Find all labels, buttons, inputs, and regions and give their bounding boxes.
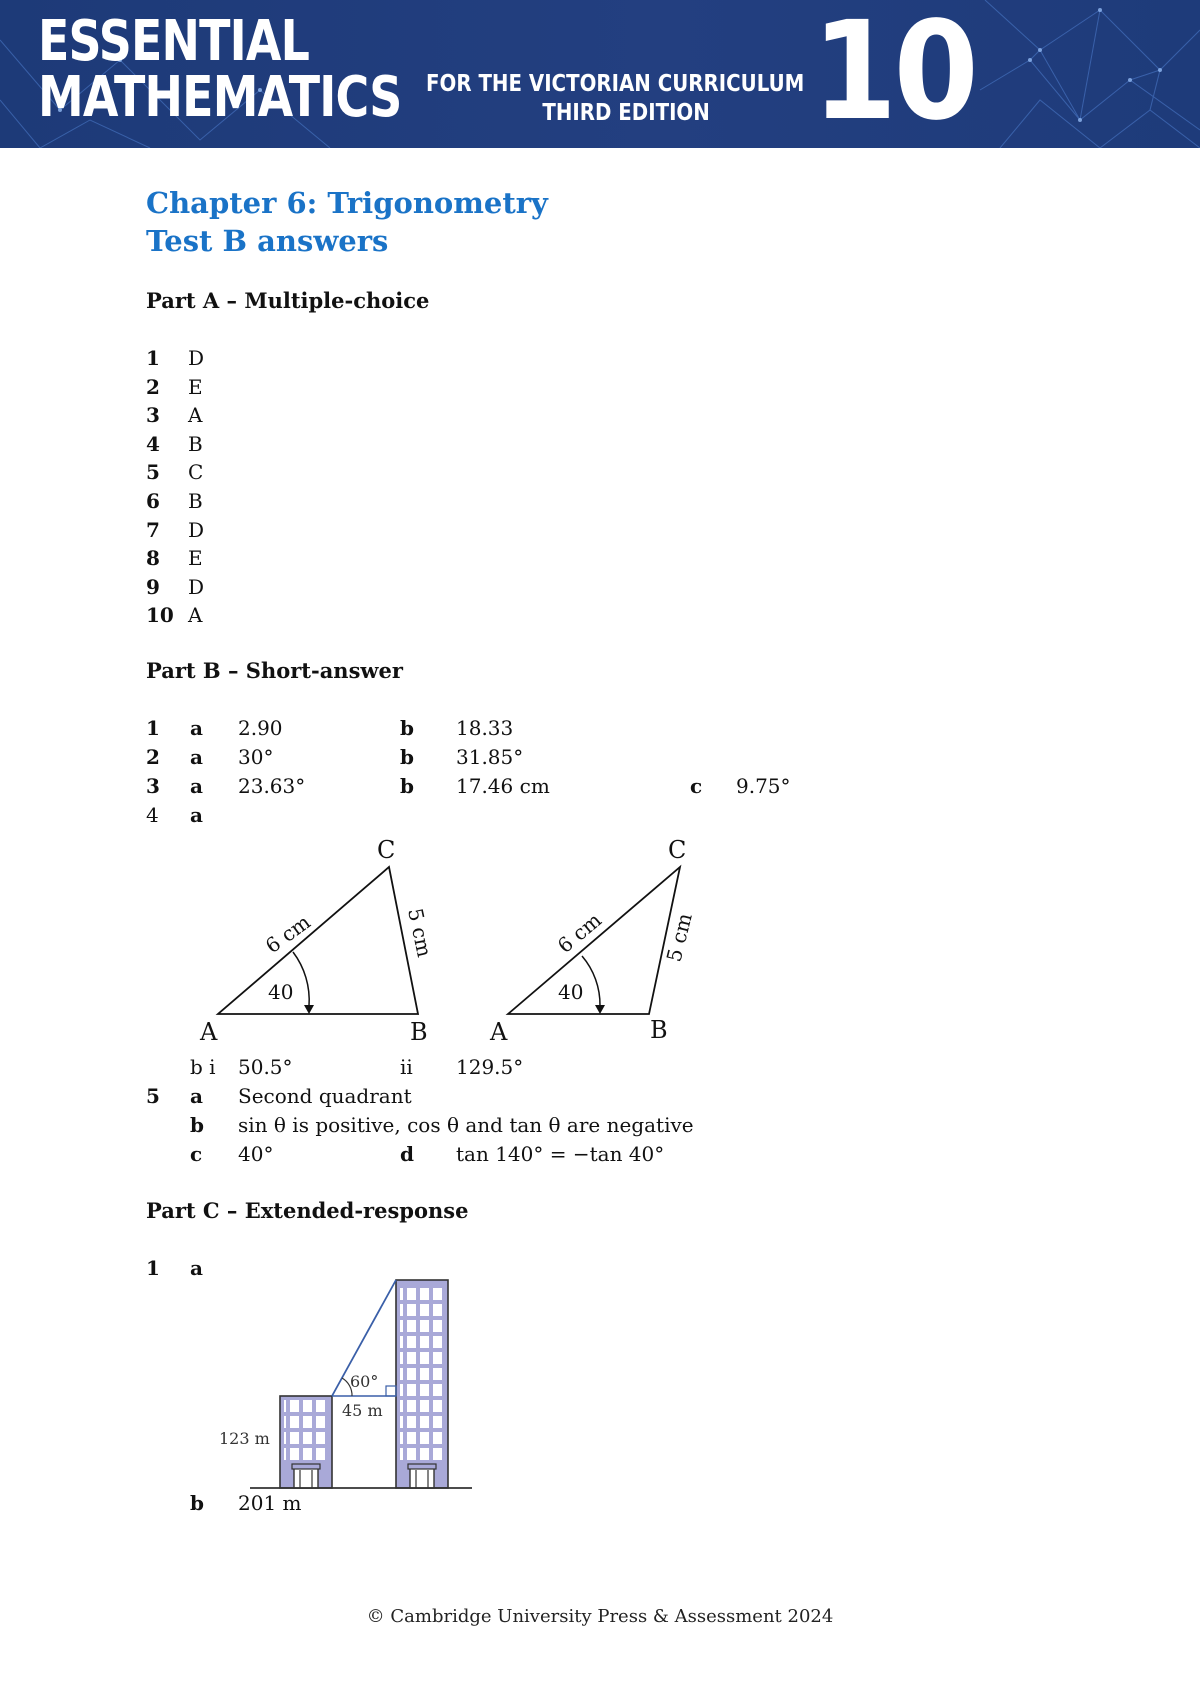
distance-label: 45 m	[342, 1401, 383, 1420]
brand-subtitle	[426, 70, 805, 128]
copyright-footer: © Cambridge University Press & Assessment 2024	[366, 1606, 834, 1627]
part-label: b	[190, 1113, 204, 1137]
answer-value: 23.63°	[238, 774, 306, 798]
subtitle-line-1: FOR THE VICTORIAN CURRICULUM	[426, 71, 805, 97]
brand-line-1: ESSENTIAL	[38, 9, 310, 74]
answer-value: 9.75°	[736, 774, 791, 798]
side-label-ac: 6 cm	[552, 907, 606, 958]
answer-value: 129.5°	[456, 1055, 524, 1079]
short-building	[280, 1396, 332, 1488]
year-level-number: 10	[812, 0, 976, 148]
chapter-title: Chapter 6: Trigonometry	[146, 186, 548, 220]
header-banner	[0, 0, 1200, 148]
part-a-heading: Part A – Multiple-choice	[146, 288, 430, 313]
tall-building	[396, 1280, 448, 1488]
question-number: 10	[146, 603, 174, 628]
part-label: c	[690, 774, 703, 798]
answer-value: 40°	[238, 1142, 274, 1166]
brand-line-2: MATHEMATICS	[38, 65, 402, 130]
page-title	[146, 184, 548, 260]
answer-choice: B	[188, 431, 203, 456]
part-label: a	[190, 1256, 203, 1280]
angle-label: 40	[268, 980, 294, 1004]
vertex-label-b: B	[650, 1016, 668, 1044]
part-c-heading: Part C – Extended-response	[146, 1198, 469, 1223]
part-label: b	[400, 774, 414, 798]
answer-value: 50.5°	[238, 1055, 293, 1079]
question-number: 3	[146, 403, 160, 428]
answer-value: 30°	[238, 745, 274, 769]
question-number: 2	[146, 745, 160, 769]
question-number: 7	[146, 517, 160, 542]
part-b-heading: Part B – Short-answer	[146, 658, 403, 683]
answer-value: 201 m	[238, 1491, 302, 1515]
side-label-bc: 5 cm	[661, 910, 697, 965]
question-number: 1	[146, 1256, 160, 1280]
answer-value: 17.46 cm	[456, 774, 550, 798]
right-angle-marker	[386, 1386, 396, 1396]
part-label: a	[190, 716, 203, 740]
test-title: Test B answers	[146, 224, 389, 258]
answer-choice: D	[188, 517, 205, 542]
question-number: 2	[146, 374, 160, 399]
question-number: 1	[146, 346, 160, 370]
vertex-label-b: B	[410, 1018, 428, 1046]
question-number: 9	[146, 574, 160, 599]
vertex-label-a: A	[490, 1018, 508, 1046]
answer-choice: D	[188, 346, 205, 370]
part-label: ii	[400, 1055, 413, 1079]
side-label-bc: 5 cm	[403, 906, 437, 960]
answer-value: sin θ is positive, cos θ and tan θ are negative	[238, 1113, 694, 1137]
vertex-label-a: A	[200, 1018, 218, 1046]
triangle-obtuse	[489, 836, 697, 1046]
side-label-ac: 6 cm	[260, 909, 315, 959]
answer-choice: A	[188, 603, 203, 628]
height-label: 123 m	[219, 1429, 270, 1448]
part-label: b	[190, 1491, 204, 1515]
question-number: 5	[146, 1084, 160, 1108]
brand-title	[38, 9, 402, 130]
buildings-diagram	[210, 1270, 480, 1496]
answer-choice: E	[188, 546, 203, 571]
answer-choice: A	[188, 403, 203, 428]
part-label: a	[190, 745, 203, 769]
question-number: 3	[146, 774, 160, 798]
vertex-label-c: C	[668, 836, 687, 864]
answer-value: 2.90	[238, 716, 283, 740]
part-label: b	[400, 716, 414, 740]
question-number: 4	[146, 431, 160, 456]
part-label: c	[190, 1142, 203, 1166]
part-label: a	[190, 803, 203, 827]
subtitle-line-2: THIRD EDITION	[542, 100, 710, 126]
ambiguous-triangles-diagram	[180, 828, 720, 1050]
part-label: b i	[190, 1055, 216, 1079]
question-number: 4	[146, 803, 159, 827]
answer-choice: C	[188, 460, 204, 485]
angle-label: 60°	[350, 1372, 379, 1391]
question-number: 1	[146, 716, 160, 740]
answer-value: 18.33	[456, 716, 514, 740]
answer-value: tan 140° = −tan 40°	[456, 1142, 665, 1166]
part-label: b	[400, 745, 414, 769]
answer-value: Second quadrant	[238, 1084, 412, 1108]
part-label: a	[190, 774, 203, 798]
question-number: 6	[146, 489, 160, 513]
answer-value: 31.85°	[456, 745, 524, 769]
angle-label: 40	[558, 980, 584, 1004]
answer-choice: B	[188, 489, 203, 513]
question-number: 8	[146, 546, 160, 571]
answer-choice: D	[188, 574, 205, 599]
vertex-label-c: C	[377, 836, 396, 864]
answer-choice: E	[188, 374, 203, 399]
part-label: a	[190, 1084, 203, 1108]
question-number: 5	[146, 460, 160, 485]
part-label: d	[400, 1142, 414, 1166]
triangle-acute	[199, 836, 437, 1046]
